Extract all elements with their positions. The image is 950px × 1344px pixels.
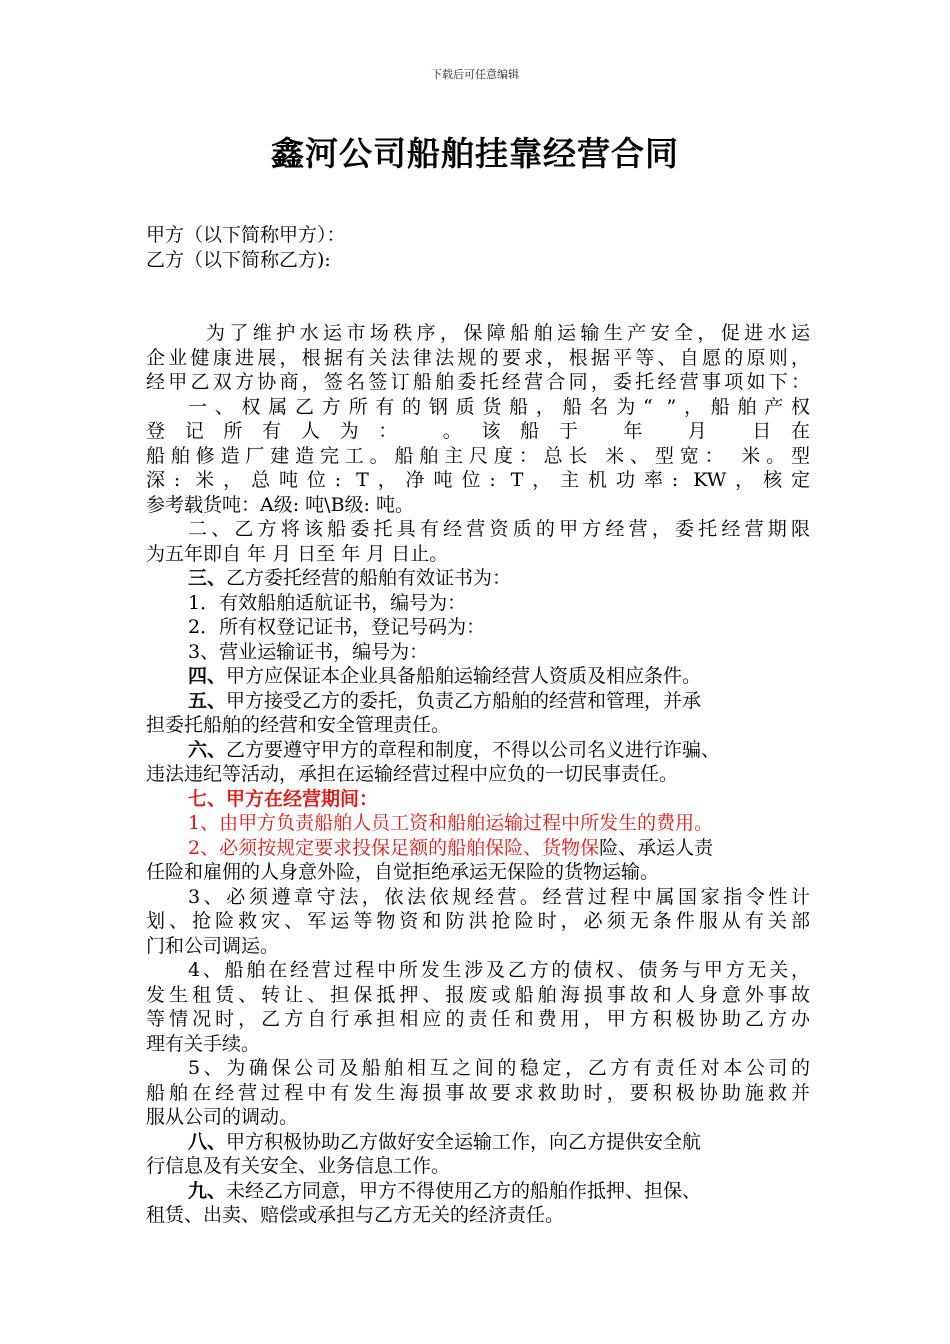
clause-3-heading — [146, 566, 810, 591]
party-b-line: 乙方（以下简称乙方): — [146, 248, 331, 271]
clause-7-item-4: 发生租赁、转让、担保抵押、报废或船舶海损事故和人身意外事故 — [146, 983, 810, 1006]
clause-4-number: 四、 — [188, 665, 227, 687]
clause-7-item-4: 4、船舶在经营过程中所发生涉及乙方的债权、债务与甲方无关， — [188, 959, 810, 981]
clause-6-line — [146, 738, 810, 763]
clause-1-line: 船舶修造厂建造完工。船舶主尺度：总长 米、型宽： 米。型 — [146, 444, 810, 467]
certificate-item: 1．有效船舶适航证书，编号为： — [188, 591, 467, 614]
certificate-item: 2．所有权登记证书，登记号码为： — [188, 616, 486, 638]
clause-1-line: 深: 米，总吨位: T，净吨位: T，主机功率: KW，核定 — [146, 469, 810, 491]
clause-7-item-5: 船舶在经营过程中有发生海损事故要求救助时，要积极协助施救并 — [146, 1081, 810, 1104]
clause-7-item-2-cont: 任险和雇佣的人身意外险，自觉拒绝承运无保险的货物运输。 — [146, 861, 660, 883]
clause-6-text: 乙方要遵守甲方的章程和制度，不得以公司名义进行诈骗、 — [226, 738, 721, 761]
clause-5-text: 甲方接受乙方的委托，负责乙方船舶的经营和管理，并承 — [226, 689, 702, 712]
clause-5-cont: 担委托船舶的经营和安全管理责任。 — [146, 714, 451, 736]
clause-1-line: 参考载货吨：A级: 吨\B级: 吨。 — [146, 493, 414, 516]
clause-5-number: 五、 — [188, 689, 227, 712]
clause-7-item-3: 门和公司调运。 — [146, 934, 280, 957]
party-a-line: 甲方（以下简称甲方）： — [146, 224, 346, 246]
clause-8-text: 甲方积极协助乙方做好安全运输工作，向乙方提供安全航 — [226, 1130, 702, 1153]
clause-7-heading-text: 七、甲方在经营期间： — [188, 787, 379, 810]
intro-line: 企业健康进展，根据有关法律法规的要求，根据平等、自愿的原则， — [146, 346, 810, 369]
clause-9-number: 九、 — [188, 1179, 227, 1202]
contract-title: 鑫河公司船舶挂靠经营合同 — [271, 134, 679, 173]
clause-7-heading — [146, 787, 810, 812]
clause-6-number: 六、 — [188, 738, 227, 761]
blank-gap — [146, 272, 810, 321]
clause-3-number: 三、 — [188, 567, 227, 589]
clause-7-item-5: 服从公司的调动。 — [146, 1106, 299, 1128]
clause-2-line: 为五年即自 年 月 日至 年 月 日止。 — [146, 542, 449, 565]
contract-body — [146, 223, 810, 1228]
clause-7-item-1: 1、由甲方负责船舶人员工资和船舶运输过程中所发生的费用。 — [188, 812, 714, 834]
clause-8-cont: 行信息及有关安全、业务信息工作。 — [146, 1155, 451, 1177]
clause-7-item-3: 3、必须遵章守法，依法依规经营。经营过程中属国家指令性计 — [188, 885, 810, 908]
intro-line: 为了维护水运市场秩序，保障船舶运输生产安全，促进水运 — [206, 322, 810, 344]
clause-4-text: 甲方应保证本企业具备船舶运输经营人资质及相应条件。 — [226, 665, 702, 687]
clause-8-line — [146, 1130, 810, 1155]
intro-line: 经甲乙双方协商，签名签订船舶委托经营合同，委托经营事项如下： — [146, 371, 810, 393]
clause-9-text: 未经乙方同意，甲方不得使用乙方的船舶作抵押、担保、 — [226, 1179, 702, 1202]
clause-6-cont: 违法违纪等活动，承担在运输经营过程中应负的一切民事责任。 — [146, 763, 679, 785]
clause-7-item-4: 理有关手续。 — [146, 1032, 261, 1055]
clause-9-line — [146, 1179, 810, 1204]
clause-7-item-2-black: 险、承运人责 — [599, 836, 714, 859]
clause-1-line: 登记所有人为： 。该船于 年 月 日在 — [146, 420, 810, 442]
certificate-item: 3、营业运输证书，编号为： — [188, 640, 429, 663]
clause-9-cont: 租赁、出卖、赔偿或承担与乙方无关的经济责任。 — [146, 1204, 565, 1226]
clause-7-item-4: 等情况时，乙方自行承担相应的责任和费用，甲方积极协助乙方办 — [146, 1008, 810, 1030]
clause-4-line — [146, 664, 810, 689]
clause-8-number: 八、 — [188, 1130, 227, 1153]
download-note: 下载后可任意编辑 — [431, 68, 519, 81]
clause-3-text: 乙方委托经营的船舶有效证书为： — [226, 567, 512, 589]
clause-7-item-5: 5、为确保公司及船舶相互之间的稳定，乙方有责任对本公司的 — [188, 1057, 810, 1079]
clause-5-line — [146, 689, 810, 714]
clause-2-line: 二、乙方将该船委托具有经营资质的甲方经营，委托经营期限 — [188, 518, 810, 540]
clause-1-line: 一、权属乙方所有的钢质货船，船名为“ ”，船舶产权 — [188, 395, 810, 418]
clause-7-item-2 — [146, 836, 810, 861]
clause-7-item-3: 划、抢险救灾、军运等物资和防洪抢险时，必须无条件服从有关部 — [146, 910, 810, 932]
clause-7-item-2-red: 2、必须按规定要求投保足额的船舶保险、货物保 — [188, 836, 600, 859]
